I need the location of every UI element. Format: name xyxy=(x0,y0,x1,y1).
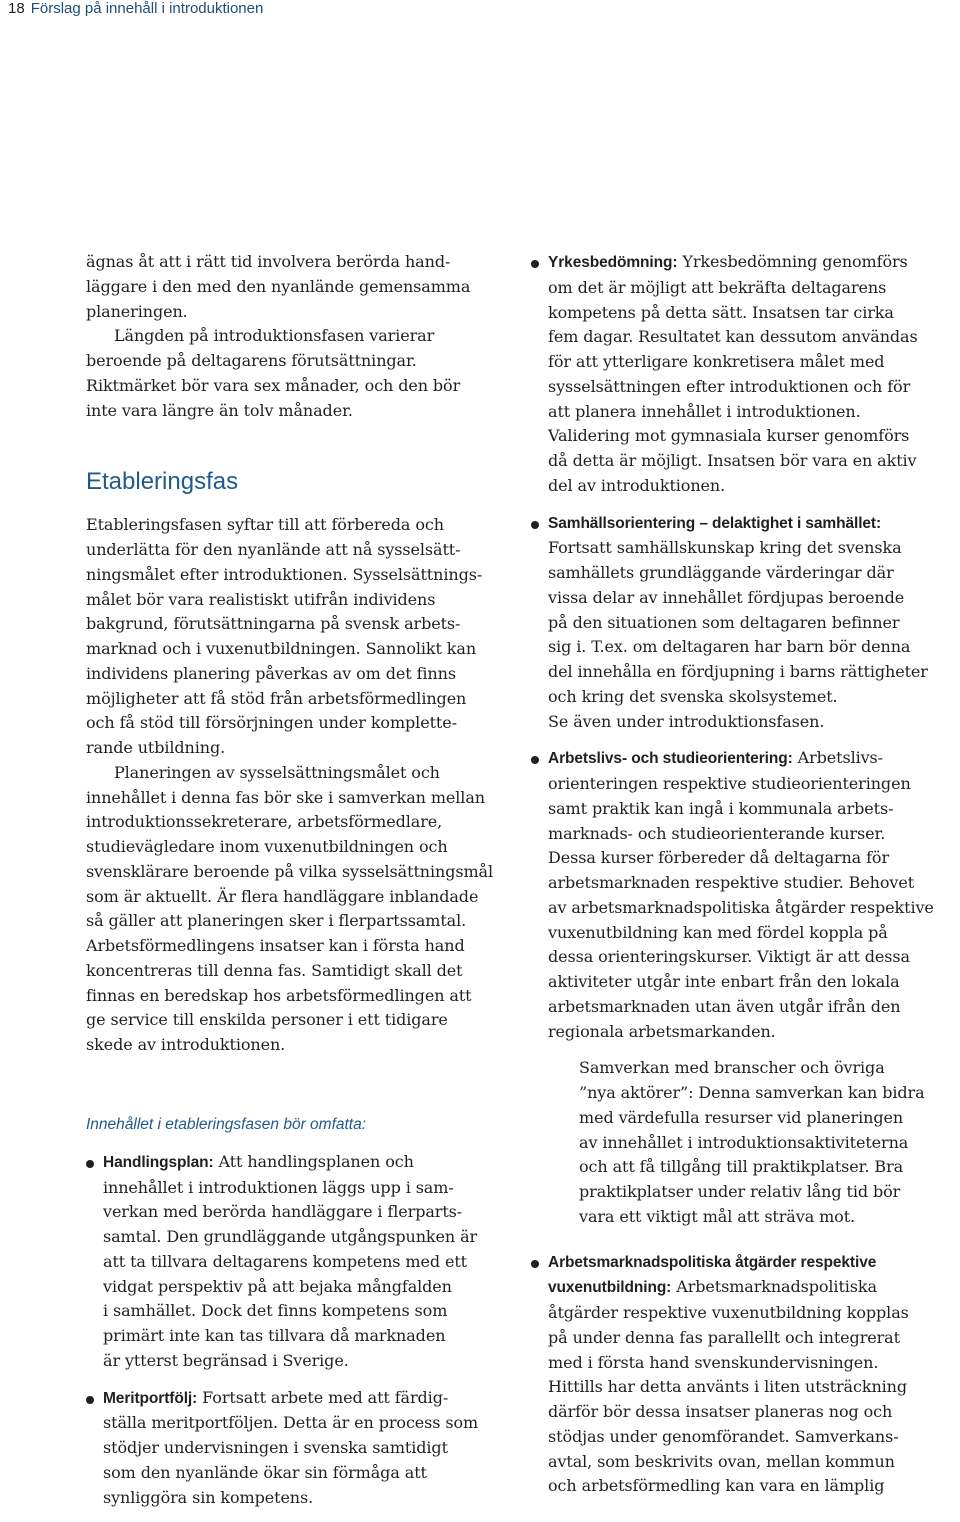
text-line: på under denna fas parallellt och integrerat xyxy=(548,1327,900,1347)
content-list-continued xyxy=(531,250,956,1044)
text-line: samhällets grundläggande värderingar där xyxy=(548,563,894,582)
text-line: underlätta för den nyanlände att nå sysselsätt- xyxy=(86,540,461,559)
text-line: sysselsättningen efter introduktionen och för xyxy=(548,376,911,396)
text-line: för att ytterligare konkretisera målet med xyxy=(548,352,885,371)
text-line: Arbetsförmedlingens insatser kan i första hand xyxy=(86,936,465,955)
text-line: planeringen. xyxy=(86,301,188,321)
text-line: Att handlingsplanen och xyxy=(213,1151,414,1171)
left-column xyxy=(86,250,516,1522)
text-line: arbetsmarknaden respektive studier. Behovet xyxy=(548,873,915,892)
text-line: Längden på introduktionsfasen varierar xyxy=(114,326,435,346)
purpose-paragraph xyxy=(86,513,516,761)
text-line: att ta tillvara deltagarens kompetens med ett xyxy=(103,1251,467,1271)
text-line: vuxenutbildning kan med fördel koppla på xyxy=(548,922,888,942)
text-line: och få stöd till försörjningen under komplette- xyxy=(86,713,457,733)
text-line: ningsmålet efter introduktionen. Sysselsättnings- xyxy=(86,564,483,584)
text-line: Se även under introduktionsfasen. xyxy=(548,711,825,731)
text-line: med i första hand svenskundervisningen. xyxy=(548,1352,879,1372)
text-line: praktikplatser under relativ lång tid bör xyxy=(579,1182,901,1201)
text-line: Yrkesbedömning genomförs xyxy=(677,252,908,271)
text-line: kompetens på detta sätt. Insatsen tar cirka xyxy=(548,302,894,322)
text-line: målet bör vara realistiskt utifrån individens xyxy=(86,589,436,609)
item-label: Meritportfölj: xyxy=(103,1389,198,1407)
list-item xyxy=(86,1150,516,1374)
text-line: sig i. T.ex. om deltagaren har barn bör denna xyxy=(548,637,911,657)
item-label: Yrkesbedömning: xyxy=(548,254,678,271)
text-line: därför bör dessa insatser planeras nog och xyxy=(548,1402,893,1421)
bullet-icon xyxy=(86,1160,94,1168)
text-line: att planera innehållet i introduktionen. xyxy=(548,401,861,421)
text-line: och att få tillgång till praktikplatser. Bra xyxy=(579,1157,904,1177)
list-item xyxy=(86,1386,516,1511)
text-line: regionala arbetsmarkanden. xyxy=(548,1021,776,1041)
text-line: Fortsatt arbete med att färdig- xyxy=(197,1387,449,1407)
text-line: Arbetsmarknadspolitiska xyxy=(671,1277,877,1297)
running-title: Förslag på innehåll i introduktionen xyxy=(30,0,264,17)
text-line: Dessa kurser förbereder då deltagarna för xyxy=(548,848,890,868)
text-line: Planeringen av sysselsättningsmålet och xyxy=(114,762,440,782)
list-item xyxy=(531,250,956,499)
page-number: 18 xyxy=(8,0,25,17)
text-line: del innehålla en fördjupning i barns rättigheter xyxy=(548,662,928,681)
list-intro-heading: Innehållet i etableringsfasen bör omfatta: xyxy=(86,1115,367,1133)
bullet-icon xyxy=(531,260,539,268)
item-label: Arbetsmarknadspolitiska åtgärder respektive xyxy=(548,1253,877,1271)
text-line: vidgat perspektiv på att bejaka mångfalden xyxy=(103,1276,452,1296)
text-line: ägnas åt att i rätt tid involvera berörda hand- xyxy=(86,252,451,271)
text-line: Validering mot gymnasiala kurser genomförs xyxy=(548,426,910,446)
text-line: ”nya aktörer”: Denna samverkan kan bidra xyxy=(579,1083,925,1102)
intro-paragraph xyxy=(86,250,516,324)
text-line: Etableringsfasen syftar till att förbereda och xyxy=(86,515,444,535)
text-line: rande utbildning. xyxy=(86,738,226,757)
list-item xyxy=(531,1250,956,1500)
text-line: ge service till enskilda personer i ett tidigare xyxy=(86,1010,448,1030)
text-line: verkan med berörda handläggare i flerparts- xyxy=(103,1202,463,1222)
text-line: så gäller att planeringen sker i flerpartssamtal. xyxy=(86,911,467,931)
text-line: då detta är möjligt. Insatsen bör vara en aktiv xyxy=(548,451,917,470)
text-line: skede av introduktionen. xyxy=(86,1035,286,1054)
text-line: avtal, som beskrivits ovan, mellan kommun xyxy=(548,1451,895,1471)
text-line: som den nyanlände ökar sin förmåga att xyxy=(103,1462,427,1482)
text-line: ställa meritportföljen. Detta är en process som xyxy=(103,1413,479,1433)
text-line: Hittills har detta använts i liten utsträckning xyxy=(548,1377,908,1397)
collaboration-block xyxy=(531,1056,956,1229)
text-line: Fortsatt samhällskunskap kring det svenska xyxy=(548,538,902,558)
text-line: synliggöra sin kompetens. xyxy=(103,1487,314,1507)
text-line: marknads- och studieorienterande kurser. xyxy=(548,823,886,843)
text-line: arbetsmarknaden utan även utgår ifrån den xyxy=(548,996,901,1016)
text-line: primärt inte kan tas tillvara då marknaden xyxy=(103,1326,446,1345)
text-line: del av introduktionen. xyxy=(548,475,726,495)
text-line: av arbetsmarknadspolitiska åtgärder respektive xyxy=(548,897,934,917)
text-line: stödjer undervisningen i svenska samtidigt xyxy=(103,1438,448,1457)
text-line: marknad och i vuxenutbildningen. Sannolikt kan xyxy=(86,639,477,658)
text-line: aktiviteter utgår inte enbart från den lokala xyxy=(548,972,900,991)
text-line: finnas en beredskap hos arbetsförmedlingen att xyxy=(86,985,472,1005)
text-line: av innehållet i introduktionsaktiviteterna xyxy=(579,1132,909,1152)
text-line: vissa delar av innehållet fördjupas beroende xyxy=(548,587,905,607)
bullet-icon xyxy=(531,756,539,764)
text-line: vara ett viktigt mål att sträva mot. xyxy=(579,1206,856,1226)
text-line: beroende på deltagarens förutsättningar. xyxy=(86,351,417,370)
text-line: med värdefulla resurser vid planeringen xyxy=(579,1107,904,1127)
text-line: på den situationen som deltagaren befinner xyxy=(548,612,900,632)
text-line: åtgärder respektive vuxenutbildning kopplas xyxy=(548,1303,909,1322)
text-line: och arbetsförmedling kan vara en lämplig xyxy=(548,1476,885,1496)
text-line: stödjas under genomförandet. Samverkans- xyxy=(548,1426,899,1446)
text-line: Arbetslivs- xyxy=(792,748,883,768)
text-line: introduktionssekreterare, arbetsförmedlare, xyxy=(86,812,443,832)
length-paragraph xyxy=(86,324,516,423)
text-line: om det är möjligt att bekräfta deltagarens xyxy=(548,277,887,297)
bullet-icon xyxy=(86,1396,94,1404)
text-line: samt praktik kan ingå i kommunala arbets- xyxy=(548,798,894,818)
text-line: inte vara längre än tolv månader. xyxy=(86,400,353,420)
text-line: som är aktuellt. Är flera handläggare inblandade xyxy=(86,886,479,906)
list-item xyxy=(531,511,956,735)
text-line: svensklärare beroende på vilka sysselsättningsmål xyxy=(86,861,493,881)
item-label: Samhällsorientering – delaktighet i samhället: xyxy=(548,514,882,532)
text-line: samtal. Den grundläggande utgångspunken är xyxy=(103,1227,478,1246)
text-line: innehållet i introduktionen läggs upp i sam- xyxy=(103,1177,454,1197)
text-line: läggare i den med den nyanlände gemensamma xyxy=(86,276,471,296)
text-line: möjligheter att få stöd från arbetsförmedlingen xyxy=(86,688,467,708)
text-line: Riktmärket bör vara sex månader, och den bör xyxy=(86,375,461,395)
text-line: orienteringen respektive studieorienteringen xyxy=(548,774,911,793)
content-list xyxy=(86,1150,516,1511)
item-label: vuxenutbildning: xyxy=(548,1279,672,1297)
right-column xyxy=(531,250,956,1511)
text-line: i samhället. Dock det finns kompetens som xyxy=(103,1301,448,1321)
list-item xyxy=(531,746,956,1044)
text-line: och kring det svenska skolsystemet. xyxy=(548,686,838,706)
item-label: Handlingsplan: xyxy=(103,1153,214,1171)
section-heading: Etableringsfas xyxy=(86,468,239,496)
text-line: koncentreras till denna fas. Samtidigt skall det xyxy=(86,960,463,980)
planning-paragraph xyxy=(86,761,516,1058)
text-line: bakgrund, förutsättningarna på svensk arbets- xyxy=(86,614,461,634)
text-line: individens planering påverkas av om det finns xyxy=(86,663,456,683)
text-line: studievägledare inom vuxenutbildningen och xyxy=(86,837,448,856)
text-line: Samverkan med branscher och övriga xyxy=(579,1058,885,1078)
text-line: dessa orienteringskurser. Viktigt är att dessa xyxy=(548,947,910,967)
content-list-final xyxy=(531,1250,956,1500)
item-label: Arbetslivs- och studieorientering: xyxy=(548,750,793,768)
text-line: fem dagar. Resultatet kan dessutom användas xyxy=(548,327,918,347)
running-head xyxy=(8,0,263,18)
text-line: är ytterst begränsad i Sverige. xyxy=(103,1350,349,1370)
bullet-icon xyxy=(531,521,539,529)
text-line: innehållet i denna fas bör ske i samverkan mellan xyxy=(86,787,485,807)
bullet-icon xyxy=(531,1260,539,1268)
